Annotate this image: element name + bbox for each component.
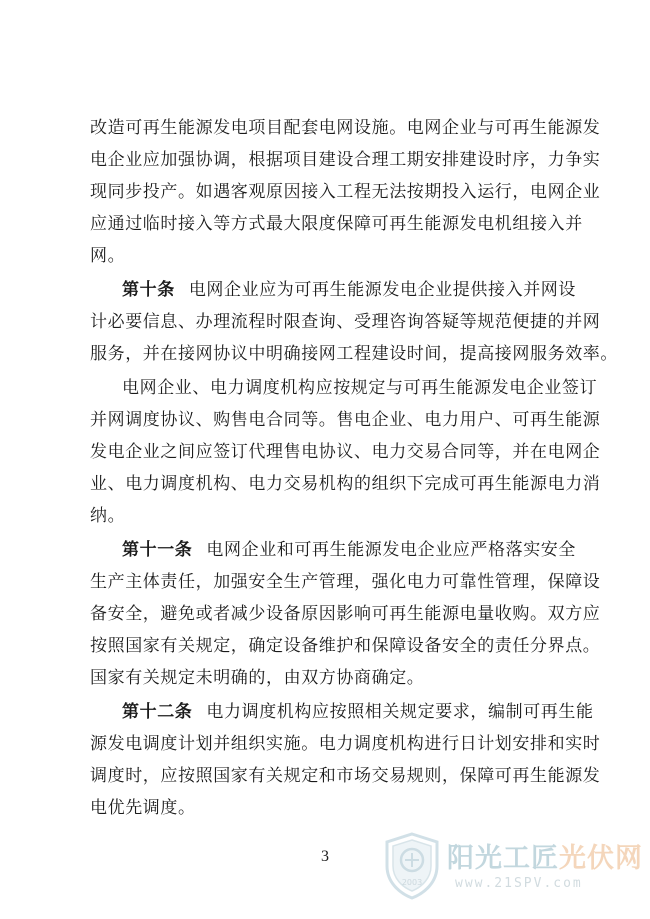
paragraph-1 (90, 112, 601, 272)
paragraph-3 (90, 372, 601, 532)
article-first-line (90, 274, 577, 306)
shield-seal-icon (383, 832, 441, 900)
text-line: 电力调度机构应按照相关规定要求，编制可再生能 (206, 702, 594, 722)
article-heading: 第十条 (122, 280, 175, 300)
text-line: 计必要信息、办理流程时限查询、受理咨询答疑等规范便捷的并网 (90, 312, 601, 332)
text-line: 发电企业之间应签订代理售电协议、电力交易合同等，并在电网企 (90, 442, 601, 462)
watermark-title-accent: 光伏网 (559, 843, 643, 874)
watermark-title-main: 阳光工匠 (447, 843, 559, 874)
article-heading: 第十一条 (122, 540, 193, 560)
article-heading: 第十二条 (122, 702, 193, 722)
watermark-url: www.21SPV.com (455, 876, 583, 891)
watermark-logo (383, 832, 643, 902)
page-number: 3 (321, 848, 329, 865)
text-line: 电网企业和可再生能源发电企业应严格落实安全 (206, 540, 577, 560)
text-line: 电网企业、电力调度机构应按规定与可再生能源发电企业签订 (122, 378, 598, 398)
text-line: 电优先调度。 (90, 798, 196, 818)
text-line: 备安全，避免或者减少设备原因影响可再生能源电量收购。双方应 (90, 604, 601, 624)
article-12 (90, 696, 601, 824)
text-line: 网。 (90, 246, 126, 266)
article-first-line (90, 696, 594, 728)
text-line: 调度时，应按照国家有关规定和市场交易规则，保障可再生能源发 (90, 766, 601, 786)
text-line: 电企业应加强协调，根据项目建设合理工期安排建设时序，力争实 (90, 150, 601, 170)
article-first-line (90, 534, 577, 566)
text-line: 业、电力调度机构、电力交易机构的组织下完成可再生能源电力消 (90, 474, 601, 494)
text-line: 电网企业应为可再生能源发电企业提供接入并网设 (188, 280, 577, 300)
text-line: 国家有关规定未明确的，由双方协商确定。 (90, 668, 425, 688)
article-10 (90, 274, 618, 370)
text-line: 纳。 (90, 506, 126, 526)
text-line: 生产主体责任，加强安全生产管理，强化电力可靠性管理，保障设 (90, 572, 601, 592)
watermark-title (447, 836, 643, 875)
text-line: 服务，并在接网协议中明确接网工程建设时间，提高接网服务效率。 (90, 344, 618, 364)
text-line: 改造可再生能源发电项目配套电网设施。电网企业与可再生能源发 (90, 118, 601, 138)
seal-year: 2003 (401, 878, 423, 887)
text-line: 应通过临时接入等方式最大限度保障可再生能源发电机组接入并 (90, 214, 583, 234)
text-line: 并网调度协议、购售电合同等。售电企业、电力用户、可再生能源 (90, 410, 601, 430)
text-line: 源发电调度计划并组织实施。电力调度机构进行日计划安排和实时 (90, 734, 601, 754)
text-line: 按照国家有关规定，确定设备维护和保障设备安全的责任分界点。 (90, 636, 601, 656)
article-11 (90, 534, 601, 694)
text-line: 现同步投产。如遇客观原因接入工程无法按期投入运行，电网企业 (90, 182, 601, 202)
